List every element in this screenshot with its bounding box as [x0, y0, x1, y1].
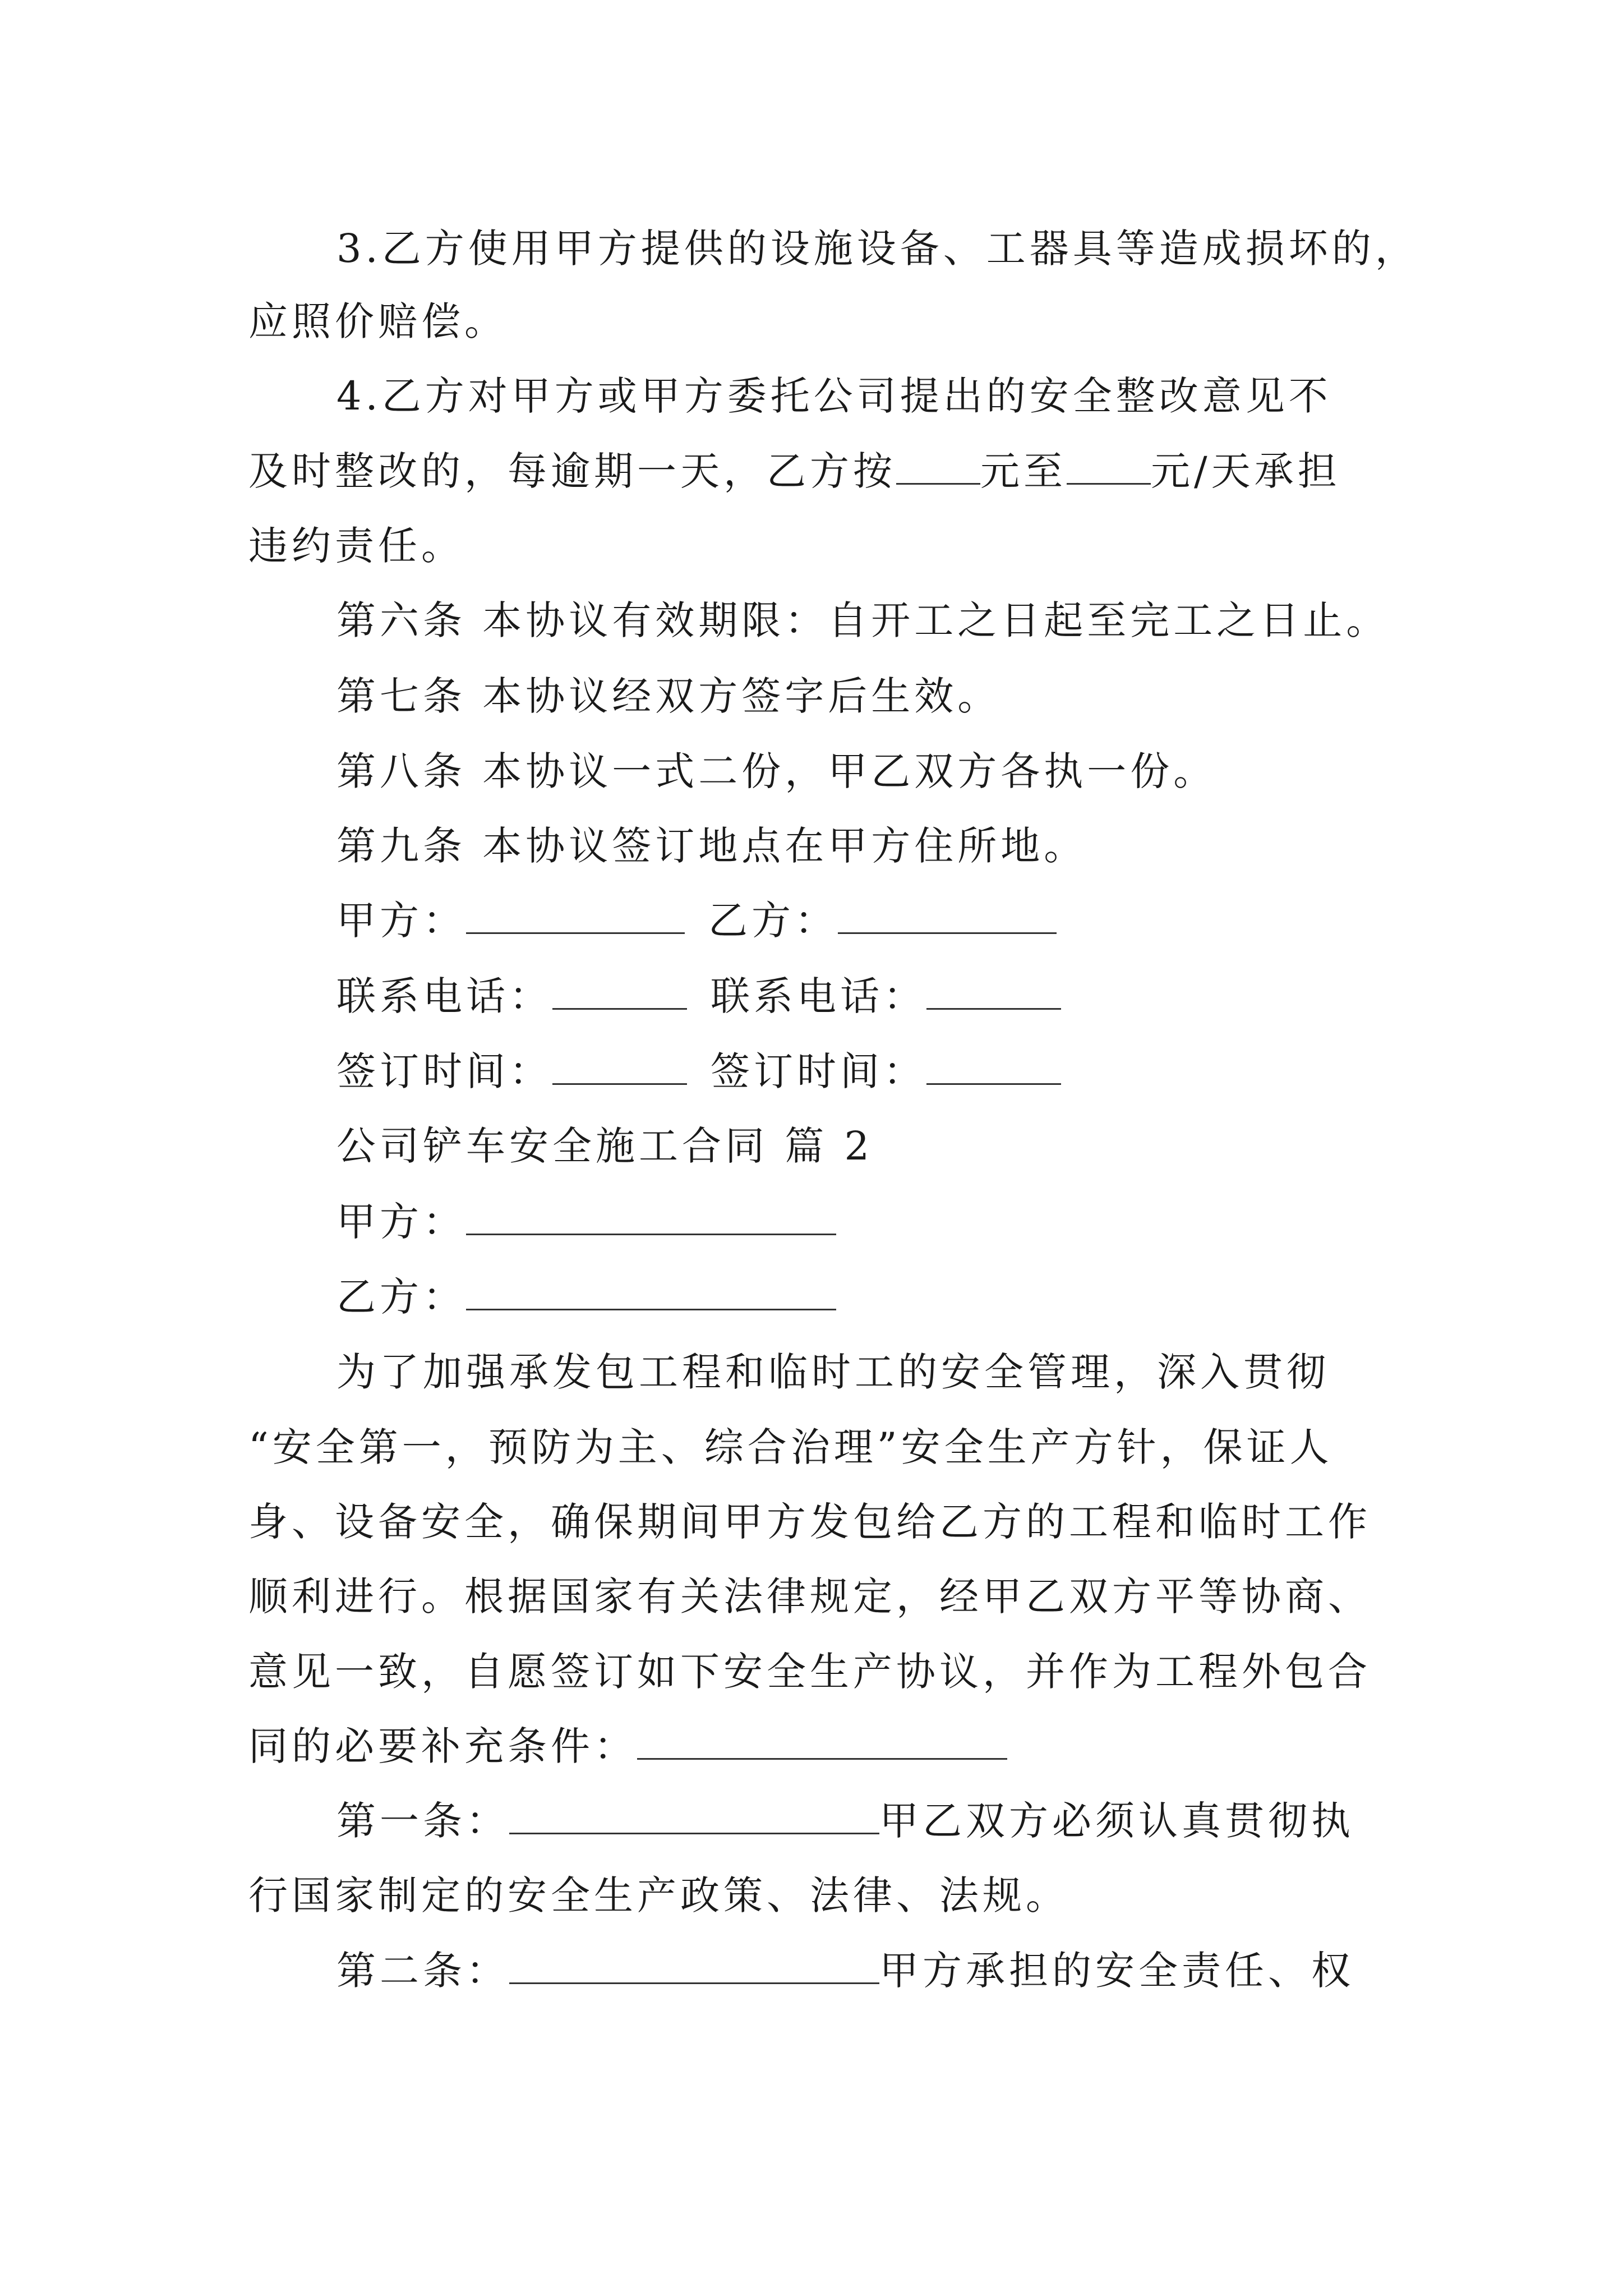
article-2-blank[interactable]: [509, 1950, 879, 1984]
contract-2-party-b-row: [336, 1270, 836, 1324]
penalty-text-mid: 元至: [980, 448, 1067, 494]
clause-5-item-3-line-1: 3.乙方使用甲方提供的设施设备、工器具等造成损坏的，: [336, 226, 1418, 272]
preamble-line-3: 身、设备安全，确保期间甲方发包给乙方的工程和临时工作: [248, 1499, 1371, 1545]
clause-5-item-3-line-2: 应照价赔偿。: [248, 298, 508, 344]
party-b-blank[interactable]: [838, 900, 1057, 934]
party-b-phone-blank[interactable]: [926, 976, 1061, 1010]
clause-5-item-4-line-3: 违约责任。: [248, 523, 464, 569]
contract-2-party-a-blank[interactable]: [466, 1201, 836, 1235]
party-a-date-blank[interactable]: [552, 1051, 687, 1085]
preamble-end-text: 同的必要补充条件：: [248, 1723, 637, 1769]
party-a-date-label: 签订时间：: [336, 1048, 552, 1094]
party-a-phone-blank[interactable]: [552, 976, 687, 1010]
party-b-phone-label: 联系电话：: [711, 973, 926, 1019]
article-2-text: 甲方承担的安全责任、权: [879, 1948, 1354, 1994]
article-1-label: 第一条：: [336, 1798, 509, 1844]
contract-2-title: 公司铲车安全施工合同 篇 2: [336, 1123, 874, 1169]
preamble-line-5: 意见一致，自愿签订如下安全生产协议，并作为工程外包合: [248, 1649, 1371, 1695]
party-b-date-blank[interactable]: [926, 1051, 1061, 1085]
contract-2-party-b-label: 乙方：: [336, 1274, 466, 1320]
article-7: 第七条 本协议经双方签字后生效。: [336, 673, 1001, 719]
clause-5-item-4-line-1: 4.乙方对甲方或甲方委托公司提出的安全整改意见不: [336, 373, 1332, 419]
contract-2-party-a-label: 甲方：: [336, 1199, 466, 1245]
article-9: 第九条 本协议签订地点在甲方住所地。: [336, 823, 1087, 869]
clause-5-item-4-line-2: [248, 444, 1341, 498]
penalty-min-blank[interactable]: [896, 450, 980, 485]
party-a-label: 甲方：: [336, 898, 466, 944]
party-b-date-label: 签订时间：: [711, 1048, 926, 1094]
article-2-label: 第二条：: [336, 1948, 509, 1994]
party-b-label: 乙方：: [708, 898, 838, 944]
contract-2-article-2-line-1: [336, 1944, 1354, 1998]
penalty-text-end: 元/天承担: [1151, 448, 1341, 494]
penalty-max-blank[interactable]: [1067, 450, 1151, 485]
article-8: 第八条 本协议一式二份，甲乙双方各执一份。: [336, 748, 1217, 794]
article-6: 第六条 本协议有效期限：自开工之日起至完工之日止。: [336, 597, 1390, 643]
preamble-blank[interactable]: [637, 1726, 1007, 1760]
signature-date-row: [336, 1045, 1061, 1098]
party-a-blank[interactable]: [466, 900, 685, 934]
signature-phone-row: [336, 969, 1061, 1023]
contract-2-party-b-blank[interactable]: [466, 1276, 836, 1310]
signature-party-row: [336, 894, 1057, 947]
article-1-text: 甲乙双方必须认真贯彻执: [879, 1798, 1354, 1844]
preamble-line-1: 为了加强承发包工程和临时工的安全管理，深入贯彻: [336, 1349, 1330, 1395]
party-a-phone-label: 联系电话：: [336, 973, 552, 1019]
contract-2-party-a-row: [336, 1195, 836, 1249]
contract-2-article-1-line-1: [336, 1794, 1354, 1848]
penalty-text-start: 及时整改的，每逾期一天，乙方按: [248, 448, 896, 494]
preamble-line-4: 顺利进行。根据国家有关法律规定，经甲乙双方平等协商、: [248, 1573, 1371, 1619]
preamble-line-2: “安全第一，预防为主、综合治理”安全生产方针，保证人: [248, 1424, 1333, 1470]
preamble-line-6: [248, 1719, 1007, 1773]
article-1-blank[interactable]: [509, 1800, 879, 1834]
contract-2-article-1-line-2: 行国家制定的安全生产政策、法律、法规。: [248, 1872, 1069, 1918]
